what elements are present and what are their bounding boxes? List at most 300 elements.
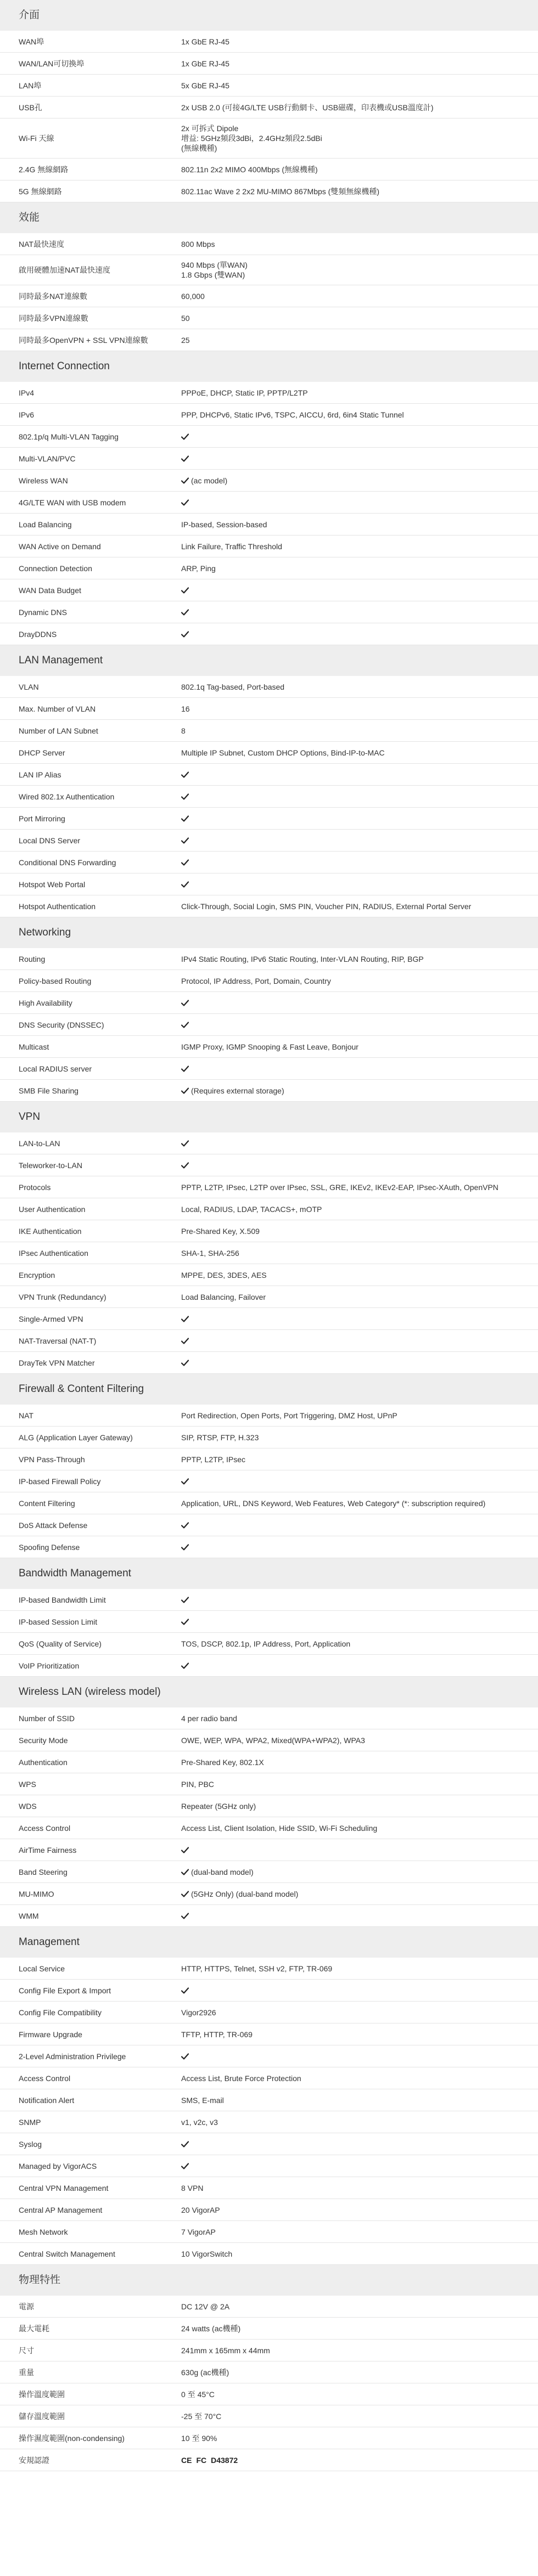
spec-value	[165, 954, 538, 964]
spec-row	[0, 720, 538, 742]
spec-label: IKE Authentication	[19, 1226, 82, 1236]
spec-label: WAN Active on Demand	[19, 542, 101, 551]
section-rows	[0, 31, 538, 202]
spec-label: 2.4G 無線網路	[19, 165, 69, 174]
spec-value	[165, 1845, 538, 1855]
spec-label: IPsec Authentication	[19, 1248, 88, 1258]
spec-label: Config File Compatibility	[19, 2008, 102, 2017]
spec-label: DrayDDNS	[19, 629, 57, 639]
spec-value	[165, 2411, 538, 2421]
spec-row	[0, 557, 538, 579]
spec-row	[0, 2383, 538, 2405]
spec-label: 操作溫度範圍	[19, 2389, 65, 2399]
certification-badge: FC	[196, 2455, 207, 2465]
spec-row	[0, 1286, 538, 1308]
spec-value-text: Click-Through, Social Login, SMS PIN, Voucher PIN, RADIUS, External Portal Server	[181, 901, 472, 911]
spec-section	[0, 2265, 538, 2471]
spec-label: Syslog	[19, 2139, 42, 2149]
spec-value-text: 10 至 90%	[181, 2433, 217, 2443]
spec-row	[0, 2405, 538, 2427]
spec-row	[0, 1817, 538, 1839]
spec-label: 電源	[19, 2302, 34, 2311]
spec-value	[165, 2346, 538, 2355]
spec-label: QoS (Quality of Service)	[19, 1639, 102, 1648]
spec-row	[0, 764, 538, 786]
spec-value	[165, 1314, 538, 1324]
spec-row	[0, 1795, 538, 1817]
spec-row	[0, 2361, 538, 2383]
spec-row	[0, 1773, 538, 1795]
spec-label: Single-Armed VPN	[19, 1314, 83, 1323]
spec-label: 5G 無線網路	[19, 187, 62, 196]
spec-row	[0, 1330, 538, 1352]
spec-value-line: 2x 可拆式 Dipole	[181, 124, 239, 133]
spec-row	[0, 1058, 538, 1080]
spec-row	[0, 159, 538, 181]
spec-row	[0, 119, 538, 159]
spec-row	[0, 1014, 538, 1036]
spec-value	[165, 2117, 538, 2127]
check-icon	[181, 2141, 189, 2147]
spec-value-text: PPP, DHCPv6, Static IPv6, TSPC, AICCU, 6rd, 6in4 Static Tunnel	[181, 410, 404, 419]
spec-value	[165, 1182, 538, 1192]
check-icon	[181, 859, 189, 866]
spec-value	[165, 836, 538, 845]
check-icon	[181, 1066, 189, 1072]
spec-value	[165, 1270, 538, 1280]
spec-value	[165, 2455, 538, 2465]
spec-row	[0, 2318, 538, 2340]
spec-value	[165, 520, 538, 529]
spec-row	[0, 1707, 538, 1729]
spec-value	[165, 410, 538, 420]
spec-row	[0, 2340, 538, 2361]
spec-value	[165, 1639, 538, 1649]
check-icon	[181, 1360, 189, 1366]
spec-row	[0, 31, 538, 53]
spec-label: IP-based Session Limit	[19, 1617, 98, 1626]
spec-row	[0, 1427, 538, 1448]
spec-value	[165, 1889, 538, 1899]
spec-value	[165, 187, 538, 196]
spec-value	[165, 901, 538, 911]
check-icon	[181, 771, 189, 778]
spec-row	[0, 2155, 538, 2177]
spec-value	[165, 1226, 538, 1236]
spec-value	[165, 1823, 538, 1833]
spec-row	[0, 1036, 538, 1058]
spec-value	[165, 1292, 538, 1302]
check-icon	[181, 793, 189, 800]
spec-label: 安規認證	[19, 2455, 49, 2465]
spec-value	[165, 1476, 538, 1486]
check-icon	[181, 1087, 189, 1094]
spec-label: WDS	[19, 1801, 37, 1811]
spec-value-text: PIN, PBC	[181, 1779, 214, 1789]
spec-row	[0, 75, 538, 97]
section-heading: Networking	[0, 917, 538, 948]
spec-value	[165, 239, 538, 249]
spec-value	[165, 1064, 538, 1074]
spec-label: 儲存溫度範圍	[19, 2411, 65, 2421]
check-icon	[181, 609, 189, 616]
spec-value-text: 1x GbE RJ-45	[181, 59, 229, 68]
section-heading: Firewall & Content Filtering	[0, 1374, 538, 1405]
spec-value	[165, 726, 538, 736]
spec-value-text: Port Redirection, Open Ports, Port Triggering, DMZ Host, UPnP	[181, 1411, 397, 1420]
spec-value	[165, 476, 538, 486]
spec-row	[0, 1352, 538, 1374]
spec-value	[165, 165, 538, 174]
spec-row	[0, 97, 538, 119]
spec-value	[165, 59, 538, 69]
spec-label: Access Control	[19, 2073, 71, 2083]
spec-value-text: (Requires external storage)	[191, 1086, 284, 1095]
check-icon	[181, 1140, 189, 1147]
spec-row	[0, 1492, 538, 1514]
spec-row	[0, 808, 538, 830]
spec-row	[0, 181, 538, 202]
spec-section	[0, 645, 538, 917]
spec-row	[0, 601, 538, 623]
spec-value-text: SHA-1, SHA-256	[181, 1248, 239, 1258]
spec-value-text: 802.11n 2x2 MIMO 400Mbps (無線機種)	[181, 165, 318, 174]
spec-label: WAN/LAN可切換埠	[19, 59, 85, 68]
spec-row	[0, 623, 538, 645]
spec-row	[0, 1536, 538, 1558]
spec-value-text: Pre-Shared Key, 802.1X	[181, 1757, 264, 1767]
spec-row	[0, 1729, 538, 1751]
spec-section	[0, 0, 538, 202]
spec-label: IPv4	[19, 388, 35, 397]
spec-row	[0, 2045, 538, 2067]
check-icon	[181, 1522, 189, 1529]
spec-section	[0, 1558, 538, 1677]
spec-row	[0, 1176, 538, 1198]
section-rows	[0, 1707, 538, 1927]
section-rows	[0, 1132, 538, 1374]
spec-value	[165, 880, 538, 889]
spec-row	[0, 329, 538, 351]
spec-row	[0, 579, 538, 601]
spec-row	[0, 1242, 538, 1264]
spec-value	[165, 103, 538, 112]
spec-label: Managed by VigorACS	[19, 2161, 97, 2171]
spec-label: SMB File Sharing	[19, 1086, 79, 1095]
spec-label: 操作濕度範圍(non-condensing)	[19, 2433, 125, 2443]
spec-label: WAN埠	[19, 37, 44, 46]
section-heading: Wireless LAN (wireless model)	[0, 1677, 538, 1707]
spec-value	[165, 1661, 538, 1671]
spec-value	[165, 1248, 538, 1258]
spec-label: Port Mirroring	[19, 814, 65, 823]
spec-value	[165, 2433, 538, 2443]
spec-label: DoS Attack Defense	[19, 1520, 88, 1530]
spec-row	[0, 307, 538, 329]
spec-label: Mesh Network	[19, 2227, 68, 2236]
spec-value	[165, 770, 538, 780]
spec-value-text: 4 per radio band	[181, 1713, 237, 1723]
spec-value	[165, 1086, 538, 1096]
spec-value	[165, 498, 538, 508]
spec-row	[0, 1154, 538, 1176]
spec-row	[0, 1751, 538, 1773]
spec-label: VPN Pass-Through	[19, 1455, 85, 1464]
spec-value-text: SIP, RTSP, FTP, H.323	[181, 1433, 259, 1442]
spec-value-text: Application, URL, DNS Keyword, Web Features, Web Category* (*: subscription required)	[181, 1498, 486, 1508]
spec-row	[0, 948, 538, 970]
spec-value-text: 5x GbE RJ-45	[181, 81, 229, 90]
spec-label: 2-Level Administration Privilege	[19, 2051, 126, 2061]
spec-value-text: Protocol, IP Address, Port, Domain, Country	[181, 976, 331, 985]
spec-row	[0, 1861, 538, 1883]
section-heading: LAN Management	[0, 645, 538, 676]
spec-row	[0, 873, 538, 895]
spec-value	[165, 2139, 538, 2149]
spec-row	[0, 676, 538, 698]
check-icon	[181, 1597, 189, 1603]
spec-label: Authentication	[19, 1757, 68, 1767]
spec-value-text: 50	[181, 313, 190, 323]
spec-label: Local RADIUS server	[19, 1064, 92, 1073]
spec-label: 同時最多VPN連線數	[19, 313, 88, 323]
spec-label: WPS	[19, 1779, 36, 1789]
spec-row	[0, 1980, 538, 2002]
spec-value	[165, 1779, 538, 1789]
spec-section	[0, 1927, 538, 2265]
spec-label: LAN埠	[19, 81, 42, 90]
spec-value	[165, 1204, 538, 1214]
spec-label: Multicast	[19, 1042, 49, 1051]
spec-section	[0, 1677, 538, 1927]
spec-label: Multi-VLAN/PVC	[19, 454, 76, 463]
spec-row	[0, 514, 538, 536]
spec-label: Max. Number of VLAN	[19, 704, 96, 713]
spec-label: 同時最多NAT連線數	[19, 291, 87, 301]
spec-value-text: 16	[181, 704, 190, 713]
spec-label: Number of SSID	[19, 1713, 75, 1723]
spec-value	[165, 2368, 538, 2377]
spec-row	[0, 1132, 538, 1154]
spec-row	[0, 698, 538, 720]
spec-value	[165, 976, 538, 986]
spec-value	[165, 563, 538, 573]
spec-label: NAT-Traversal (NAT-T)	[19, 1336, 97, 1345]
spec-label: Protocols	[19, 1182, 51, 1192]
spec-label: Local Service	[19, 1964, 65, 1973]
spec-value-text: SMS, E-mail	[181, 2095, 224, 2105]
spec-row	[0, 1839, 538, 1861]
spec-value	[165, 1542, 538, 1552]
spec-row	[0, 742, 538, 764]
spec-row	[0, 1470, 538, 1492]
check-icon	[181, 433, 189, 440]
spec-label: Connection Detection	[19, 563, 92, 573]
spec-row	[0, 786, 538, 808]
spec-value-text: Access List, Client Isolation, Hide SSID, Wi-Fi Scheduling	[181, 1823, 378, 1833]
check-icon	[181, 1338, 189, 1344]
spec-row	[0, 2177, 538, 2199]
spec-label: LAN IP Alias	[19, 770, 61, 779]
check-icon	[181, 2053, 189, 2060]
check-icon	[181, 1544, 189, 1551]
spec-value	[165, 1964, 538, 1974]
spec-label: Central Switch Management	[19, 2249, 115, 2258]
spec-row	[0, 492, 538, 514]
spec-label: 最大電耗	[19, 2324, 49, 2333]
check-icon	[181, 2163, 189, 2169]
spec-value-text: IGMP Proxy, IGMP Snooping & Fast Leave, Bonjour	[181, 1042, 358, 1051]
spec-label: WMM	[19, 1911, 39, 1920]
spec-value-line: 940 Mbps (單WAN)	[181, 261, 248, 269]
spec-row	[0, 2243, 538, 2265]
spec-value-text: Repeater (5GHz only)	[181, 1801, 256, 1811]
spec-label: Spoofing Defense	[19, 1542, 80, 1552]
check-icon	[181, 587, 189, 594]
spec-value	[165, 1595, 538, 1605]
spec-label: AirTime Fairness	[19, 1845, 77, 1855]
spec-value-text: (5GHz Only) (dual-band model)	[191, 1889, 299, 1898]
spec-value-text: 24 watts (ac機種)	[181, 2324, 241, 2333]
spec-value-text: 60,000	[181, 291, 205, 301]
spec-row	[0, 1958, 538, 1980]
spec-label: Load Balancing	[19, 520, 72, 529]
spec-row	[0, 1611, 538, 1633]
spec-value	[165, 432, 538, 442]
spec-value-text: Pre-Shared Key, X.509	[181, 1226, 260, 1236]
spec-value	[165, 858, 538, 867]
spec-value	[165, 454, 538, 464]
spec-label: Encryption	[19, 1270, 55, 1279]
spec-section	[0, 351, 538, 645]
check-icon	[181, 477, 189, 484]
spec-label: VPN Trunk (Redundancy)	[19, 1292, 107, 1301]
section-heading: 物理特性	[0, 2265, 538, 2296]
check-icon	[181, 1869, 189, 1875]
spec-label: Teleworker-to-LAN	[19, 1160, 82, 1170]
spec-value-text: IP-based, Session-based	[181, 520, 267, 529]
spec-value	[165, 2205, 538, 2215]
spec-value	[165, 260, 538, 280]
check-icon	[181, 1316, 189, 1322]
spec-row	[0, 1905, 538, 1927]
section-rows	[0, 382, 538, 645]
spec-row	[0, 1514, 538, 1536]
spec-label: IPv6	[19, 410, 35, 419]
spec-value-text: Local, RADIUS, LDAP, TACACS+, mOTP	[181, 1204, 322, 1214]
spec-label: VLAN	[19, 682, 39, 691]
spec-value-text: 241mm x 165mm x 44mm	[181, 2346, 270, 2355]
spec-section	[0, 1374, 538, 1558]
spec-label: Wi-Fi 天線	[19, 134, 54, 143]
spec-label: 同時最多OpenVPN + SSL VPN連線數	[19, 335, 148, 345]
spec-value-text: TOS, DSCP, 802.1p, IP Address, Port, Application	[181, 1639, 351, 1648]
spec-value	[165, 1455, 538, 1464]
spec-label: ALG (Application Layer Gateway)	[19, 1433, 133, 1442]
spec-label: Dynamic DNS	[19, 607, 67, 617]
spec-value	[165, 1160, 538, 1170]
spec-value-text: Multiple IP Subnet, Custom DHCP Options, Bind-IP-to-MAC	[181, 748, 385, 757]
spec-label: DHCP Server	[19, 748, 65, 757]
spec-row	[0, 426, 538, 448]
spec-value	[165, 2183, 538, 2193]
spec-label: LAN-to-LAN	[19, 1138, 60, 1148]
spec-value-text: 20 VigorAP	[181, 2205, 220, 2214]
spec-value	[165, 123, 538, 153]
spec-label: DrayTek VPN Matcher	[19, 1358, 95, 1367]
spec-row	[0, 1589, 538, 1611]
spec-value	[165, 2324, 538, 2333]
spec-value-line: 增益: 5GHz頻段3dBi，2.4GHz頻段2.5dBi	[181, 134, 322, 143]
spec-label: 尺寸	[19, 2346, 34, 2355]
spec-value-text: (dual-band model)	[191, 1867, 254, 1876]
check-icon	[181, 1478, 189, 1485]
spec-value-text: 630g (ac機種)	[181, 2368, 229, 2377]
spec-value	[165, 629, 538, 639]
spec-value	[165, 814, 538, 824]
spec-label: High Availability	[19, 998, 72, 1007]
spec-label: VoIP Prioritization	[19, 1661, 80, 1670]
spec-value	[165, 335, 538, 345]
spec-value	[165, 37, 538, 47]
spec-label: Central AP Management	[19, 2205, 103, 2214]
spec-label: 802.1p/q Multi-VLAN Tagging	[19, 432, 119, 441]
spec-row	[0, 536, 538, 557]
spec-value-text: OWE, WEP, WPA, WPA2, Mixed(WPA+WPA2), WPA3	[181, 1735, 365, 1745]
spec-row	[0, 233, 538, 255]
spec-value	[165, 2051, 538, 2061]
spec-value	[165, 704, 538, 714]
section-rows	[0, 676, 538, 917]
spec-value-text: (ac model)	[191, 476, 228, 485]
spec-row	[0, 1448, 538, 1470]
spec-row	[0, 2133, 538, 2155]
spec-row	[0, 2002, 538, 2023]
spec-row	[0, 970, 538, 992]
spec-value-text: ARP, Ping	[181, 563, 216, 573]
spec-value	[165, 2095, 538, 2105]
section-heading: 介面	[0, 0, 538, 31]
spec-label: Hotspot Web Portal	[19, 880, 86, 889]
check-icon	[181, 1000, 189, 1006]
spec-value-text: PPTP, L2TP, IPsec, L2TP over IPsec, SSL, GRE, IKEv2, IKEv2-EAP, IPsec-XAuth, OpenVPN	[181, 1182, 498, 1192]
section-rows	[0, 2296, 538, 2471]
spec-value	[165, 1520, 538, 1530]
spec-value-line: 1.8 Gbps (雙WAN)	[181, 270, 245, 279]
certification-badge: CE	[181, 2455, 192, 2465]
spec-value	[165, 81, 538, 91]
spec-value-text: Load Balancing, Failover	[181, 1292, 266, 1301]
spec-value	[165, 1358, 538, 1368]
spec-value	[165, 1757, 538, 1767]
spec-value	[165, 2008, 538, 2017]
spec-value	[165, 607, 538, 617]
check-icon	[181, 1022, 189, 1028]
spec-label: Conditional DNS Forwarding	[19, 858, 116, 867]
spec-row	[0, 1633, 538, 1655]
section-rows	[0, 1958, 538, 2265]
spec-label: 啟用硬體加速NAT最快速度	[19, 266, 110, 274]
spec-value	[165, 1617, 538, 1627]
check-icon	[181, 1162, 189, 1169]
spec-value-text: PPPoE, DHCP, Static IP, PPTP/L2TP	[181, 388, 308, 397]
spec-value-text: 802.1q Tag-based, Port-based	[181, 682, 285, 691]
spec-value-text: 0 至 45°C	[181, 2389, 215, 2399]
spec-row	[0, 1080, 538, 1102]
spec-label: DNS Security (DNSSEC)	[19, 1020, 104, 1029]
spec-row	[0, 2067, 538, 2089]
section-rows	[0, 1405, 538, 1558]
